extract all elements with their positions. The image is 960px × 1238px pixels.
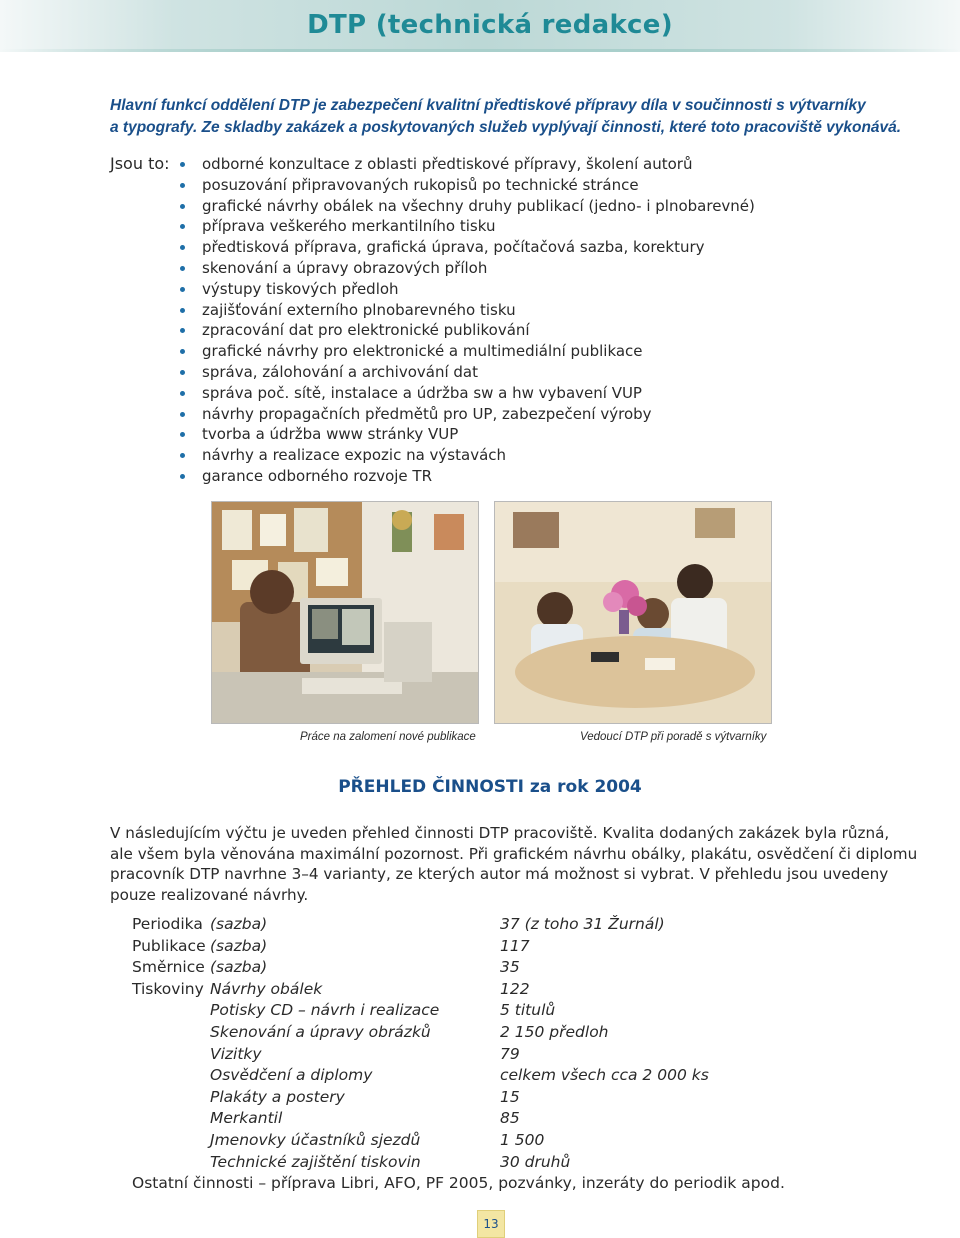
row-value: 85 [500,1109,520,1128]
list-item: skenování a úpravy obrazových příloh [180,258,755,279]
bullet-icon [180,308,185,313]
list-item: správa, zálohování a archivování dat [180,362,755,383]
row-value: 79 [500,1044,520,1063]
row-value: 122 [500,979,530,998]
table-row [0,980,960,1002]
bullet-icon [180,453,185,458]
list-item: správa poč. sítě, instalace a údržba sw a hw vybavení VUP [180,383,755,404]
bullet-icon [180,391,185,396]
paragraph-line: V následujícím výčtu je uveden přehled činnosti DTP pracoviště. Kvalita dodaných zakázek byla různá, [110,824,890,842]
row-value: 117 [500,936,530,955]
row-item: Skenování a úpravy obrázků [210,1023,431,1041]
list-item: návrhy propagačních předmětů pro UP, zabezpečení výroby [180,404,755,425]
list-item: posuzování připravovaných rukopisů po technické stránce [180,175,755,196]
list-item: tvorba a údržba www stránky VUP [180,424,755,445]
table-row [0,1131,960,1153]
list-item: zpracování dat pro elektronické publikování [180,320,755,341]
table-row [0,1001,960,1023]
row-category: Směrnice [132,958,205,977]
list-item: grafické návrhy obálek na všechny druhy publikací (jedno- i plnobarevné) [180,196,755,217]
row-value: 35 [500,958,520,977]
row-value: 15 [500,1087,520,1106]
list-item: odborné konzultace z oblasti předtiskové přípravy, školení autorů [180,154,755,175]
overview-paragraph [110,823,918,905]
table-row [0,1109,960,1131]
row-item: Plakáty a postery [210,1087,345,1106]
table-row [0,1045,960,1067]
activities-list [180,154,755,487]
row-category: Periodika [132,915,203,933]
intro-line: Hlavní funkcí oddělení DTP je zabezpečení kvalitní předtiskové přípravy díla v součinnosti s výtvarníky [110,97,866,114]
row-item: Technické zajištění tiskovin [210,1152,421,1171]
list-item: zajišťování externího plnobarevného tisku [180,300,755,321]
table-row [0,958,960,980]
bullet-icon [180,474,185,479]
row-item: (sazba) [210,958,268,977]
list-item: garance odborného rozvoje TR [180,466,755,487]
row-item: Potisky CD – návrh i realizace [210,1001,440,1020]
intro-text [110,95,902,139]
bullet-icon [180,162,185,167]
list-item: předtisková příprava, grafická úprava, počítačová sazba, korektury [180,237,755,258]
bullet-icon [180,266,185,271]
other-activities: Ostatní činnosti – příprava Libri, AFO, PF 2005, pozvánky, inzeráty do periodik apod. [132,1174,785,1192]
bullet-icon [180,432,185,437]
bullet-icon [180,328,185,333]
list-item: grafické návrhy pro elektronické a multimediální publikace [180,341,755,362]
bullet-icon [180,204,185,209]
table-row [0,1088,960,1110]
photo-caption-right: Vedoucí DTP při poradě s výtvarníky [580,731,767,743]
row-category: Tiskoviny [132,979,204,998]
bullet-icon [180,224,185,229]
row-item: (sazba) [210,915,268,933]
list-item: výstupy tiskových předloh [180,279,755,300]
row-item: Osvědčení a diplomy [210,1066,373,1085]
photo-dtp-workstation [211,501,479,724]
photo-dtp-meeting [494,501,772,724]
row-item: Vizitky [210,1044,262,1063]
section-title: PŘEHLED ČINNOSTI za rok 2004 [338,777,642,797]
photo-dtp-meeting-illustration [495,502,771,723]
table-row [0,915,960,937]
bullet-icon [180,349,185,354]
table-row [0,1023,960,1045]
activities-label: Jsou to: [110,154,170,173]
bullet-icon [180,183,185,188]
page-number: 13 [477,1210,505,1238]
list-item: příprava veškerého merkantilního tisku [180,216,755,237]
paragraph-line: ale všem byla věnována maximální pozornost. Při grafickém návrhu obálky, plakátu, osvědčení či diplomu [110,844,918,863]
list-item: návrhy a realizace expozic na výstavách [180,445,755,466]
bullet-icon [180,245,185,250]
intro-line: a typografy. Ze skladby zakázek a poskytovaných služeb vyplývají činnosti, které toto pracoviště vykonává. [110,119,902,136]
row-value: 2 150 předloh [500,1023,609,1041]
table-row [0,1153,960,1175]
page-title: DTP (technická redakce) [307,10,673,40]
row-item: Merkantil [210,1109,283,1128]
bullet-icon [180,287,185,292]
bullet-icon [180,370,185,375]
row-item: Návrhy obálek [210,979,323,998]
row-value: 37 (z toho 31 Žurnál) [500,915,665,933]
row-value: 30 druhů [500,1152,571,1171]
row-value: 5 titulů [500,1001,556,1020]
row-value: 1 500 [500,1131,545,1149]
row-item: (sazba) [210,936,268,955]
photo-dtp-workstation-illustration [212,502,478,723]
row-item: Jmenovky účastníků sjezdů [210,1131,421,1149]
table-row [0,1066,960,1088]
row-category: Publikace [132,936,206,955]
photo-caption-left: Práce na zalomení nové publikace [300,731,476,743]
paragraph-line: pracovník DTP navrhne 3–4 varianty, ze kterých autor má možnost si vybrat. V přehledu jsou uvedeny [110,865,889,884]
row-value: celkem všech cca 2 000 ks [500,1066,709,1085]
table-row [0,937,960,959]
paragraph-line: pouze realizované návrhy. [110,885,309,904]
bullet-icon [180,412,185,417]
